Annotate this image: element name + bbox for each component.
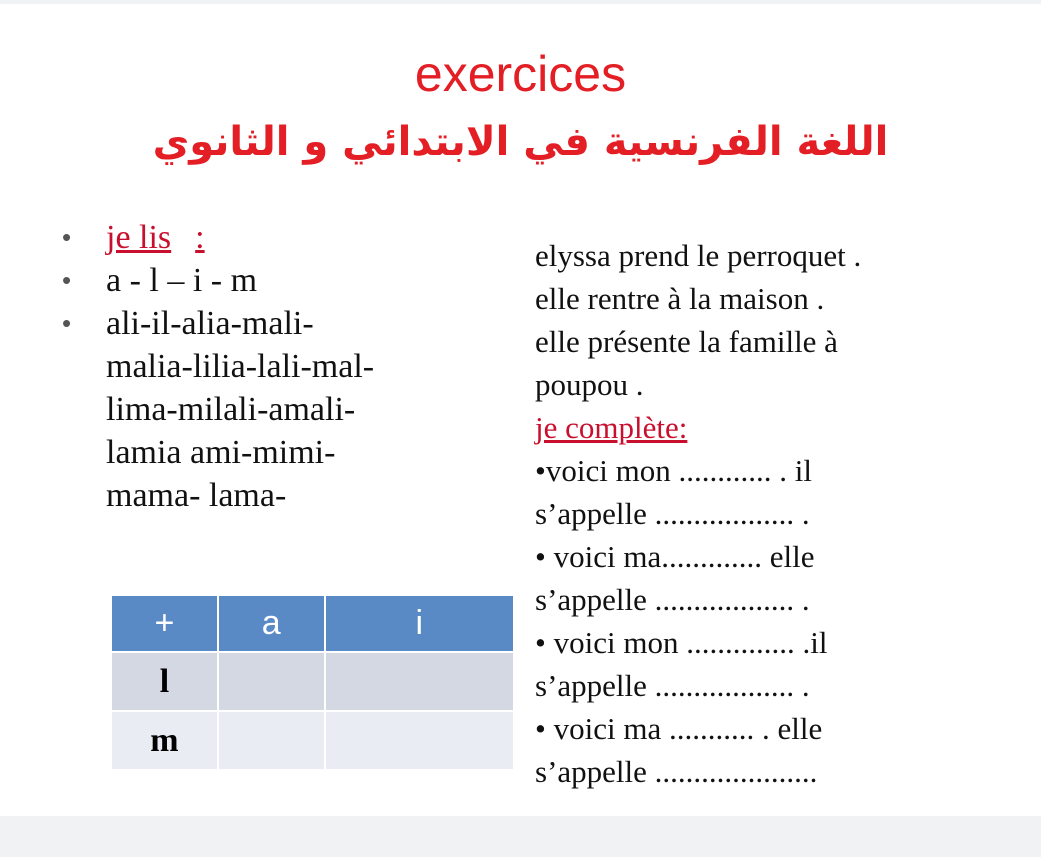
table-cell[interactable] <box>325 652 514 711</box>
story-line: elle présente la famille à <box>535 324 838 359</box>
story-line: elyssa prend le perroquet . <box>535 238 862 273</box>
page-title: exercices <box>414 46 627 102</box>
arabic-subtitle: اللغة الفرنسية في الابتدائي و الثانوي <box>152 119 889 165</box>
list-item <box>60 216 520 259</box>
story-line: poupou . <box>535 367 644 402</box>
table-cell[interactable] <box>218 711 325 770</box>
table-cell[interactable] <box>325 711 514 770</box>
story-line: elle rentre à la maison . <box>535 281 825 316</box>
je-lis-colon: : <box>195 219 205 256</box>
syllables-line: lamia ami-mimi- <box>106 434 336 471</box>
list-item <box>60 302 520 345</box>
table-cell[interactable] <box>218 652 325 711</box>
letters-line: a - l – i - m <box>106 262 258 299</box>
left-column <box>60 216 520 517</box>
table-row-label: l <box>111 652 218 711</box>
table-header-cell: a <box>218 595 325 652</box>
exercise-line: s’appelle .................. . <box>535 496 810 531</box>
exercise-line: s’appelle .................. . <box>535 668 810 703</box>
syllable-table <box>110 594 515 771</box>
table-row-label: m <box>111 711 218 770</box>
exercise-line: • voici mon .............. .il <box>535 625 828 660</box>
exercise-line: •voici mon ............ . il <box>535 453 812 488</box>
right-column <box>535 234 1035 793</box>
exercise-line: s’appelle .................. . <box>535 582 810 617</box>
table-row <box>111 652 514 711</box>
table-header-cell: + <box>111 595 218 652</box>
list-item <box>60 259 520 302</box>
exercise-line: s’appelle ..................... <box>535 754 818 789</box>
syllables-block <box>60 345 520 517</box>
je-lis-heading: je lis <box>106 219 172 256</box>
syllables-line: malia-lilia-lali-mal- <box>106 348 375 385</box>
exercise-line: • voici ma............. elle <box>535 539 815 574</box>
table-header-row <box>111 595 514 652</box>
exercise-line: • voici ma ........... . elle <box>535 711 823 746</box>
syllables-line: mama- lama- <box>106 477 287 514</box>
syllables-line: • ali-il-alia-mali- <box>106 305 314 342</box>
syllables-line: lima-milali-amali- <box>106 391 356 428</box>
table-row <box>111 711 514 770</box>
slide <box>0 4 1041 816</box>
je-complete-heading: je complète: <box>535 410 688 445</box>
table-header-cell: i <box>325 595 514 652</box>
